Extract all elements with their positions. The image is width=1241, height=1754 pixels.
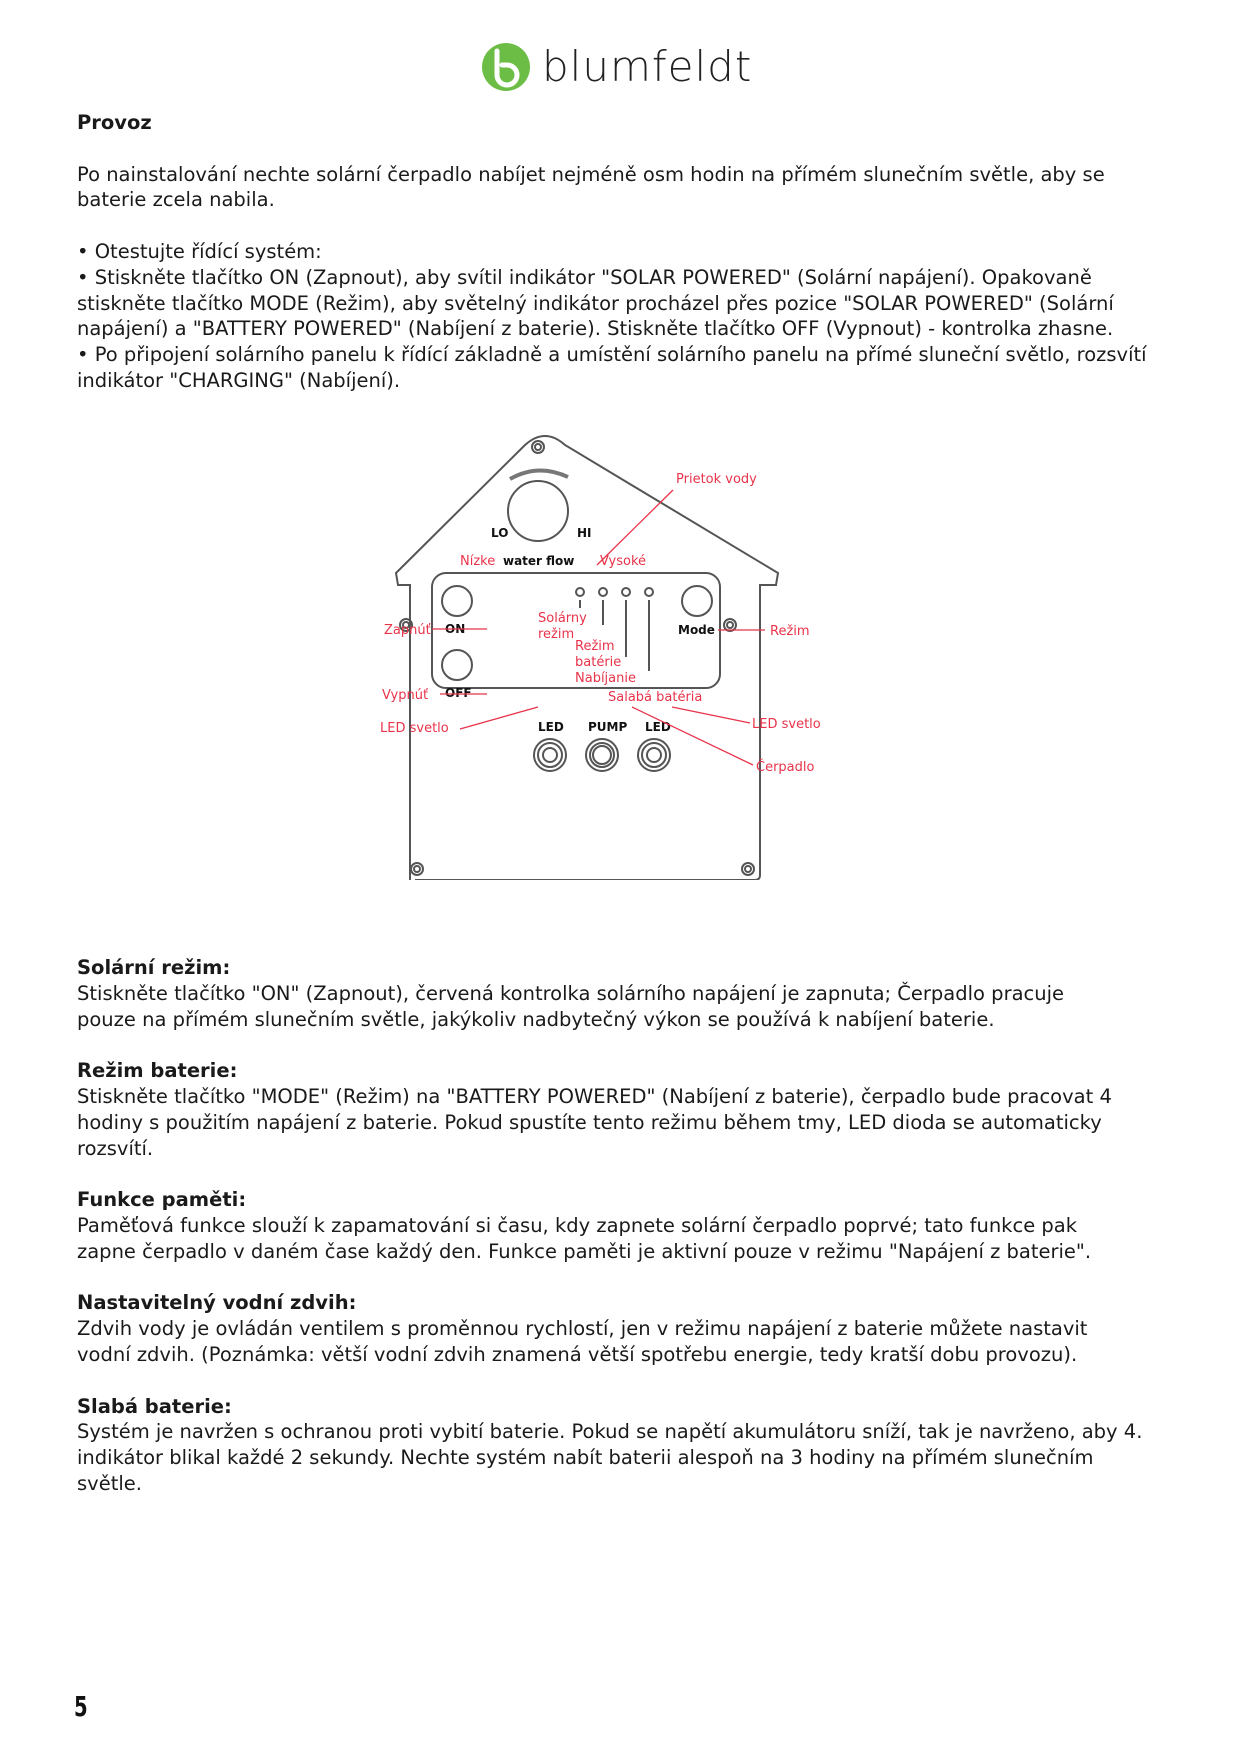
section-title: Nastavitelný vodní zdvih:: [77, 1291, 357, 1315]
section-body: Paměťová funkce slouží k zapamatování si času, kdy zapnete solární čerpadlo poprvé; tato funkce pak zapne čerpadlo v daném čase každý den. Funkce paměti je aktivní pouze v režimu "Napájení z baterie".: [77, 1213, 1092, 1263]
bullet-item: • Po připojení solárního panelu k řídící základně a umístění solárního panelu na přímé sluneční světlo, rozsvítí indikátor "CHARGING" (Nabíjení).: [77, 343, 1147, 392]
annotation-vypnut: Vypnúť: [382, 688, 429, 703]
intro-section: [77, 110, 1187, 394]
section-body: Stiskněte tlačítko "MODE" (Režim) na "BATTERY POWERED" (Nabíjení z baterie), čerpadlo bude pracovat 4 hodiny s použitím napájení z baterie. Pokud spustíte tento režimu během tmy, LED dioda se automaticky rozsvítí.: [77, 1084, 1112, 1160]
water-flow-label: water flow: [503, 554, 575, 568]
section-solar-mode: [77, 955, 1087, 1032]
feature-sections: [77, 955, 1187, 1523]
annotation-nabijanie: Nabíjanie: [575, 671, 636, 686]
section-title: Slabá baterie:: [77, 1394, 232, 1418]
mode-label: Mode: [678, 623, 715, 637]
annotation-solarny-2: režim: [538, 627, 575, 642]
led-left-label: LED: [538, 720, 564, 734]
brand-name: blumfeldt: [542, 42, 753, 91]
led-right-label: LED: [645, 720, 671, 734]
section-body: Systém je navržen s ochranou proti vybití baterie. Pokud se napětí akumulátoru sníží, tak je navrženo, aby 4. indikátor blikal každé 2 sekundy. Nechte systém nabít baterii alespoň na 3 hodiny na přímém slunečním světle.: [77, 1420, 1143, 1495]
annotation-cerpadlo: Čerpadlo: [756, 760, 815, 775]
annotation-prietok-vody: Prietok vody: [676, 472, 757, 487]
brand-logo: [480, 40, 752, 94]
section-body: Stiskněte tlačítko "ON" (Zapnout), červená kontrolka solárního napájení je zapnuta; Čerpadlo pracuje pouze na přímém slunečním světle, jakýkoliv nadbytečný výkon se používá k nabíjení baterie.: [77, 981, 1065, 1031]
section-title: Režim baterie:: [77, 1059, 238, 1083]
section-title: Solární režim:: [77, 956, 231, 979]
annotation-led-svetlo-left: LED svetlo: [380, 721, 449, 736]
annotation-rezim: Režim: [770, 624, 810, 639]
annotation-nizke: Nízke: [460, 554, 496, 569]
annotation-led-svetlo-right: LED svetlo: [752, 717, 821, 732]
lo-label: LO: [491, 526, 509, 540]
control-panel-diagram: [370, 425, 890, 880]
blumfeldt-leaf-icon: [480, 41, 532, 93]
section-body: Zdvih vody je ovládán ventilem s proměnnou rychlostí, jen v režimu napájení z baterie můžete nastavit vodní zdvih. (Poznámka: větší vodní zdvih znamená větší spotřebu energie, tedy kratší dobu provozu).: [77, 1317, 1088, 1366]
annotation-zapnut: Zapnúť: [384, 623, 431, 638]
section-memory-function: [77, 1187, 1137, 1264]
section-title: Funkce paměti:: [77, 1188, 247, 1212]
section-heading: Provoz: [77, 111, 152, 134]
on-label: ON: [445, 622, 466, 636]
annotation-slaba-bateria: Salabá batéria: [608, 690, 703, 705]
annotation-vysoke: Vysoké: [600, 554, 647, 569]
intro-paragraph: Po nainstalování nechte solární čerpadlo nabíjet nejméně osm hodin na přímém slunečním světle, aby se baterie zcela nabila.: [77, 162, 1105, 212]
section-battery-mode: [77, 1058, 1157, 1161]
bullet-item: • Otestujte řídící systém:: [77, 239, 322, 263]
pump-label: PUMP: [588, 720, 628, 734]
bullet-item: • Stiskněte tlačítko ON (Zapnout), aby svítil indikátor "SOLAR POWERED" (Solární napájení). Opakovaně stiskněte tlačítko MODE (Režim), aby světelný indikátor procházel přes pozice "SOLAR POWERED" (Solární napájení) a "BATTERY POWERED" (Nabíjení z baterie). Stiskněte tlačítko OFF (Vypnout) - kontrolka zhasne.: [77, 265, 1114, 341]
section-adjustable-lift: [77, 1290, 1117, 1367]
off-label: OFF: [445, 686, 472, 700]
annotation-rezim-baterie-2: batérie: [575, 655, 622, 670]
annotation-rezim-baterie-1: Režim: [575, 639, 615, 654]
annotation-solarny-1: Solárny: [538, 611, 587, 626]
page-number: 5: [74, 1690, 88, 1723]
hi-label: HI: [577, 526, 592, 540]
section-low-battery: [77, 1394, 1157, 1497]
